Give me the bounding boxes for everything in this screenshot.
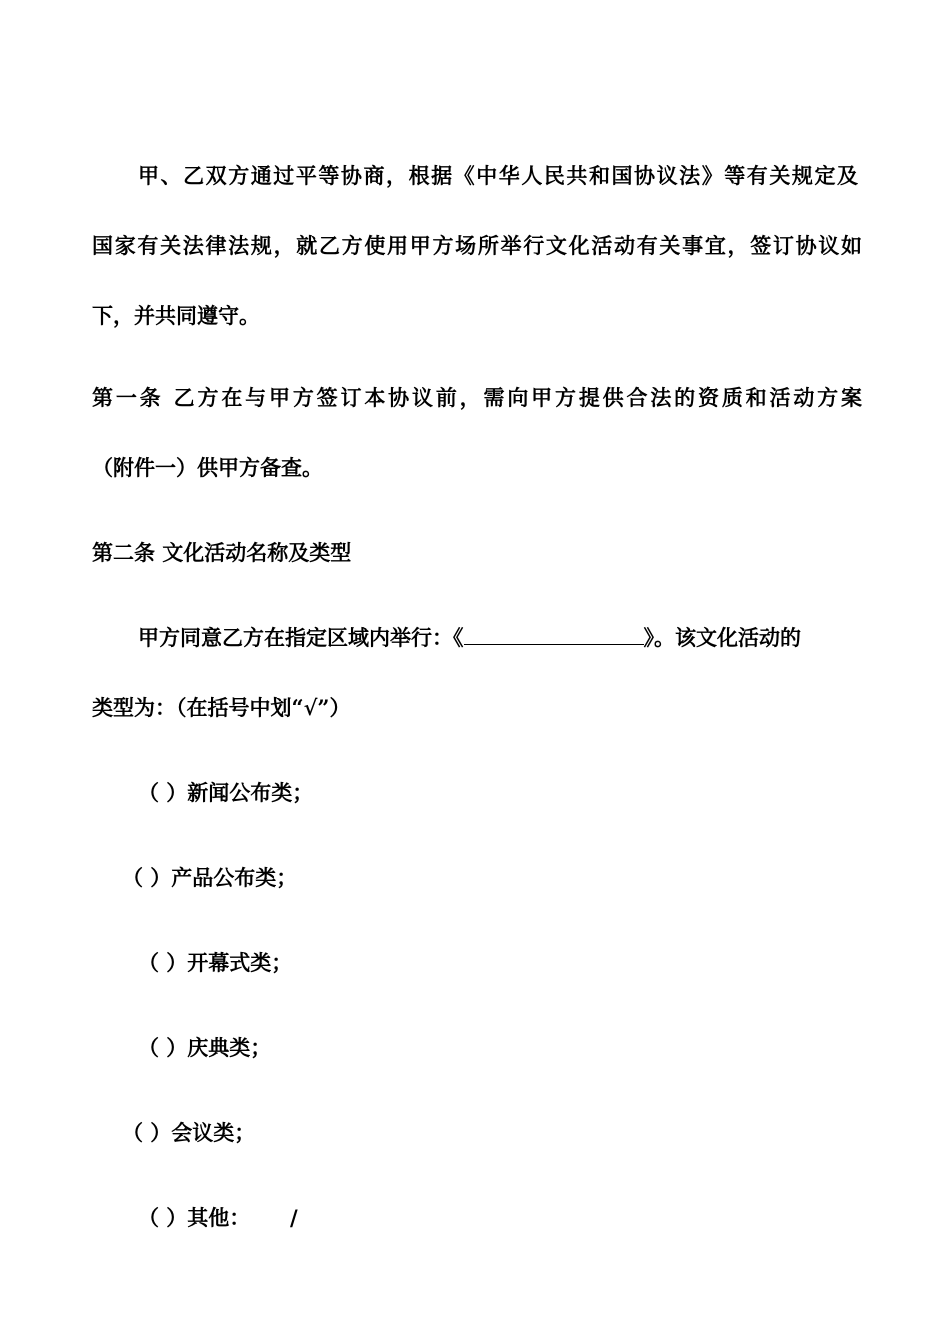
- option-news-release[interactable]: （ ）新闻公布类；: [138, 780, 314, 805]
- option-conference[interactable]: （ ）会议类；: [122, 1120, 256, 1145]
- article-2-body-suffix: 》。该文化活动的: [643, 625, 801, 650]
- option-product-release[interactable]: （ ）产品公布类；: [122, 865, 298, 890]
- article-2-body-line-2: 类型为：（在括号中划“√”）: [92, 695, 351, 720]
- article-2-title: 第二条 文化活动名称及类型: [92, 540, 352, 565]
- article-2-body-prefix: 甲方同意乙方在指定区域内举行：《: [138, 625, 464, 650]
- intro-line-2: 国家有关法律法规，就乙方使用甲方场所举行文化活动有关事宜，签订协议如: [92, 233, 862, 258]
- article-1-line-1: 第一条 乙方在与甲方签订本协议前，需向甲方提供合法的资质和活动方案: [92, 385, 862, 410]
- article-1-line-2: （附件一）供甲方备查。: [92, 455, 323, 480]
- option-celebration[interactable]: （ ）庆典类；: [138, 1035, 272, 1060]
- option-opening-ceremony[interactable]: （ ）开幕式类；: [138, 950, 293, 975]
- article-2-body-line-1: [138, 625, 862, 651]
- intro-line-1: 甲、乙双方通过平等协商，根据《中华人民共和国协议法》等有关规定及: [138, 163, 858, 188]
- option-other-value: /: [290, 1205, 298, 1230]
- activity-name-blank[interactable]: [464, 626, 644, 645]
- option-other[interactable]: （ ）其他：: [138, 1205, 251, 1230]
- intro-line-3: 下，并共同遵守。: [92, 303, 260, 328]
